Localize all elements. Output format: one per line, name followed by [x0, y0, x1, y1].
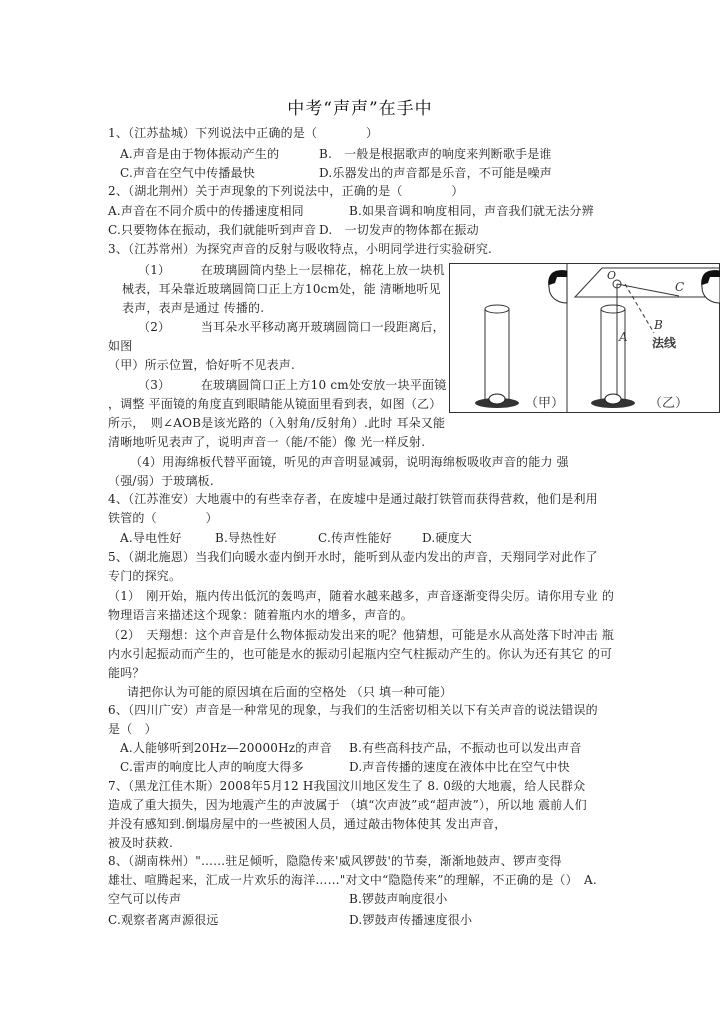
head-yi: [702, 270, 720, 303]
glass-cylinder-jia: [485, 305, 509, 401]
q2-stem: 2、（湖北荆州）关于声现象的下列说法中，正确的是（ ）: [108, 184, 464, 198]
q8-stem-cont: 雄壮、喧腾起来，汇成一片欢乐的海洋……"对文中“隐隐传来”的理解，不正确的是（） A.: [108, 873, 597, 887]
q8-option-a: 空气可以传声: [108, 892, 182, 906]
q7-stem-cont: 并没有感知到.倒塌房屋中的一些被困人员，通过敲击物体使其 发出声音，: [108, 817, 507, 831]
q4-stem-cont: 铁管的（ ）: [108, 511, 218, 525]
q4-option-d: D.硬度大: [422, 531, 473, 545]
head-jia: [549, 270, 567, 303]
q5-part1-cont: 物理语言来描述这个现象：随着瓶内水的增多，声音的。: [108, 608, 414, 622]
q8-option-c: C.观察者离声源很远: [108, 913, 219, 927]
q5-part2-cont: 能吗？: [108, 666, 145, 680]
normal-line: [625, 284, 654, 333]
q7-stem-cont: 造成了重大损失，因为地震产生的声波属于 （填“次声波”或“超声波”），所以地 震前人们: [108, 798, 587, 812]
q5-part1: （1） 刚开始，瓶内传出低沉的轰鸣声，随着水越来越多，声音逐渐变得尖厉。请你用专业 的: [108, 589, 615, 603]
q6-option-d: D.声音传播的速度在液体中比在空气中快: [349, 760, 570, 774]
q6-option-b: B.有些高科技产品，不振动也可以发出声音: [349, 741, 582, 755]
q1-option-a: A.声音是由于物体振动产生的: [120, 147, 280, 161]
q5-stem-cont: 专门的探究。: [108, 569, 182, 583]
label-c: C: [675, 280, 685, 294]
label-normal: 法线: [652, 336, 677, 350]
q4-option-c: C.传声性能好: [318, 531, 392, 545]
label-yi: （乙）: [649, 396, 689, 411]
q1-option-b: B. 一般是根据歌声的响度来判断歌手是谁: [319, 147, 552, 161]
q6-option-a: A.人能够听到20Hz—20000Hz的声音: [120, 741, 332, 755]
watch-yi: [591, 394, 635, 408]
q3-part1-cont: 表声，表声是通过 传播的.: [122, 301, 265, 315]
q3-part1: （1） 在玻璃圆筒内垫上一层棉花，棉花上放一块机: [138, 263, 445, 277]
q1-option-d: D.乐器发出的声音都是乐音，不可能是噪声: [319, 166, 553, 180]
q5-stem: 5、（湖北施恩）当我们向暖水壶内倒开水时，能听到从壶内发出的声音，天翔同学对此作了: [108, 550, 598, 564]
q3-stem: 3、（江苏常州）为探究声音的反射与吸收特点，小明同学进行实验研究.: [108, 242, 493, 256]
q3-part3: （3） 在玻璃圆筒口正上方10 cm处安放一块平面镜: [138, 378, 447, 392]
q2-option-d: D. 一切发声的物体都在振动: [319, 223, 479, 237]
q8-option-b: B.锣鼓声响度很小: [349, 892, 448, 906]
q4-stem: 4、（江苏淮安）大地震中的有些幸存者，在废墟中是通过敲打铁管而获得营救，他们是利用: [108, 492, 598, 506]
q8-option-d: D.锣鼓声传播速度很小: [349, 913, 473, 927]
q6-stem: 6、（四川广安）声音是一种常见的现象，与我们的生活密切相关以下有关声音的说法错误的: [108, 703, 598, 717]
q7-stem: 7、（黑龙江佳木斯）2008年5月12 H我国汶川地区发生了 8. 0级的大地震，给人民群众: [108, 779, 586, 793]
q5-part2: （2） 天翔想：这个声音是什么物体振动发出来的呢？他猜想，可能是水从高处落下时冲击 瓶: [108, 628, 615, 642]
q5-instruction: 请把你认为可能的原因填在后面的空格处 （只 填一种可能）: [127, 685, 453, 699]
label-jia: （甲）: [525, 396, 565, 411]
plane-mirror: [575, 268, 720, 297]
q4-option-a: A.导电性好: [120, 531, 182, 545]
q3-part1-cont: 械表，耳朵靠近玻璃圆筒口正上方10cm处，能 清晰地听见: [122, 282, 441, 296]
glass-cylinder-yi: [601, 305, 625, 401]
label-a: A: [619, 330, 628, 344]
q2-option-c: C.只要物体在振动，我们就能听到声音: [108, 223, 317, 237]
experiment-figure: [449, 263, 720, 415]
q7-stem-cont: 被及时获救.: [108, 836, 174, 850]
q3-part4-cont: （强/弱）于玻璃板.: [108, 474, 214, 488]
q8-stem: 8、（湖南株州）"……驻足倾听，隐隐传来'威风锣鼓'的节奏，渐渐地鼓声、锣声变得: [108, 854, 562, 868]
q4-option-b: B.导热性好: [215, 531, 277, 545]
q6-stem-cont: 是（ ）: [108, 722, 157, 736]
page-title: 中考“声声”在手中: [287, 99, 433, 119]
q3-part2-cont: 如图: [108, 339, 133, 353]
q3-part2-cont: （甲）所示位置，恰好听不见表声.: [108, 358, 296, 372]
q3-part2: （2） 当耳朵水平移动离开玻璃圆筒口一段距离后，: [138, 320, 445, 334]
label-b: B: [654, 318, 663, 332]
q2-option-b: B.如果音调和响度相同，声音我们就无法分辨: [349, 204, 594, 218]
q3-part3-cont: ，调整 平面镜的角度直到眼睛能从镜面里看到表，如图（乙）: [108, 397, 442, 411]
watch-jia: [475, 394, 519, 408]
q3-part4: （4）用海绵板代替平面镜，听见的声音明显减弱，说明海绵板吸收声音的能力 强: [130, 455, 569, 469]
q2-option-a: A.声音在不同介质中的传播速度相同: [108, 204, 304, 218]
q6-option-c: C.雷声的响度比人声的响度大得多: [120, 760, 304, 774]
q1-stem: 1、（江苏盐城）下列说法中正确的是（ ）: [108, 126, 379, 140]
q1-option-c: C.声音在空气中传播最快: [120, 166, 255, 180]
label-o: O: [607, 269, 617, 282]
q5-part2-cont: 内水引起振动而产生的，也可能是水的振动引起瓶内空气柱振动产生的。你认为还有其它 的可: [108, 647, 613, 661]
q3-part3-cont: 清晰地听见表声了，说明声音一（能/不能）像 光一样反射.: [108, 435, 426, 449]
q3-part3-cont: 所示， 则∠AOB是该光路的（入射角/反射角）.此时 耳朵又能: [108, 416, 446, 430]
